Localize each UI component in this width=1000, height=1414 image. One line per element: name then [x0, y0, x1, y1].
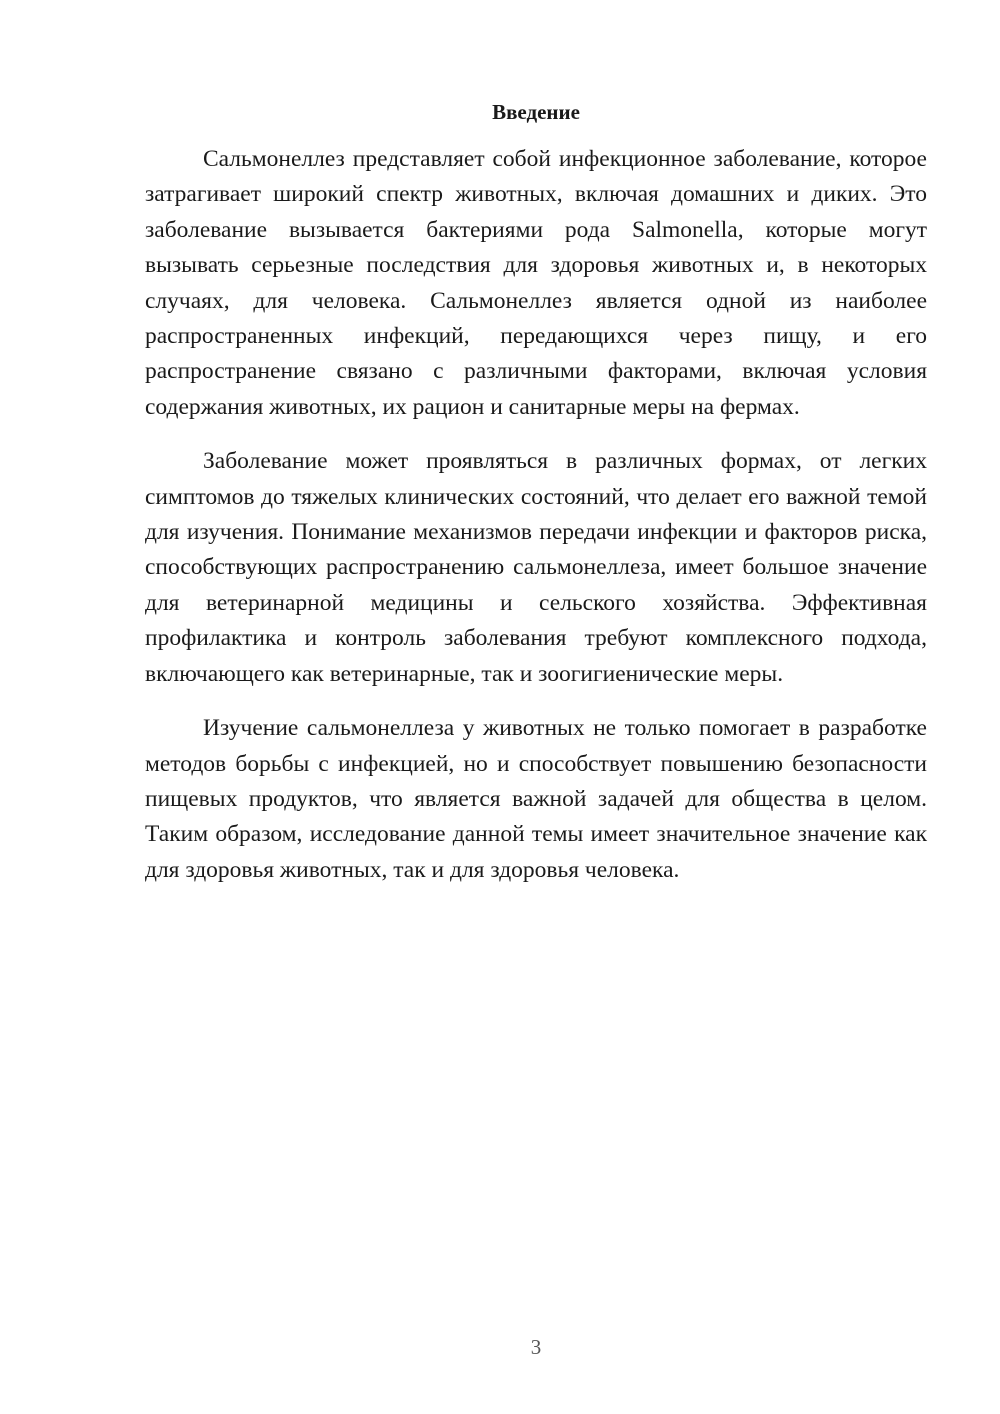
paragraph-1: Сальмонеллез представляет собой инфекционное заболевание, которое затрагивает широкий спектр животных, включая домашних и диких. Это заболевание вызывается бактериями рода Salmonella, которые могут вызывать серьезные последствия для здоровья животных и, в некоторых случаях, для человека. Сальмонеллез является одной из наиболее распространенных инфекций, передающихся через пищу, и его распространение связано с различными факторами, включая условия содержания животных, их рацион и санитарные меры на фермах. [145, 146, 927, 420]
body-text [145, 142, 927, 888]
page-number: 3 [530, 1335, 542, 1359]
section-heading: Введение [492, 100, 580, 124]
paragraph-2: Заболевание может проявляться в различных формах, от легких симптомов до тяжелых клинических состояний, что делает его важной темой для изучения. Понимание механизмов передачи инфекции и факторов риска, способствующих распространению сальмонеллеза, имеет большое значение для ветеринарной медицины и сельского хозяйства. Эффективная профилактика и контроль заболевания требуют комплексного подхода, включающего как ветеринарные, так и зоогигиенические меры. [145, 448, 927, 687]
paragraph-3: Изучение сальмонеллеза у животных не только помогает в разработке методов борьбы с инфекцией, но и способствует повышению безопасности пищевых продуктов, что является важной задачей для общества в целом. Таким образом, исследование данной темы имеет значительное значение как для здоровья животных, так и для здоровья человека. [145, 715, 927, 883]
